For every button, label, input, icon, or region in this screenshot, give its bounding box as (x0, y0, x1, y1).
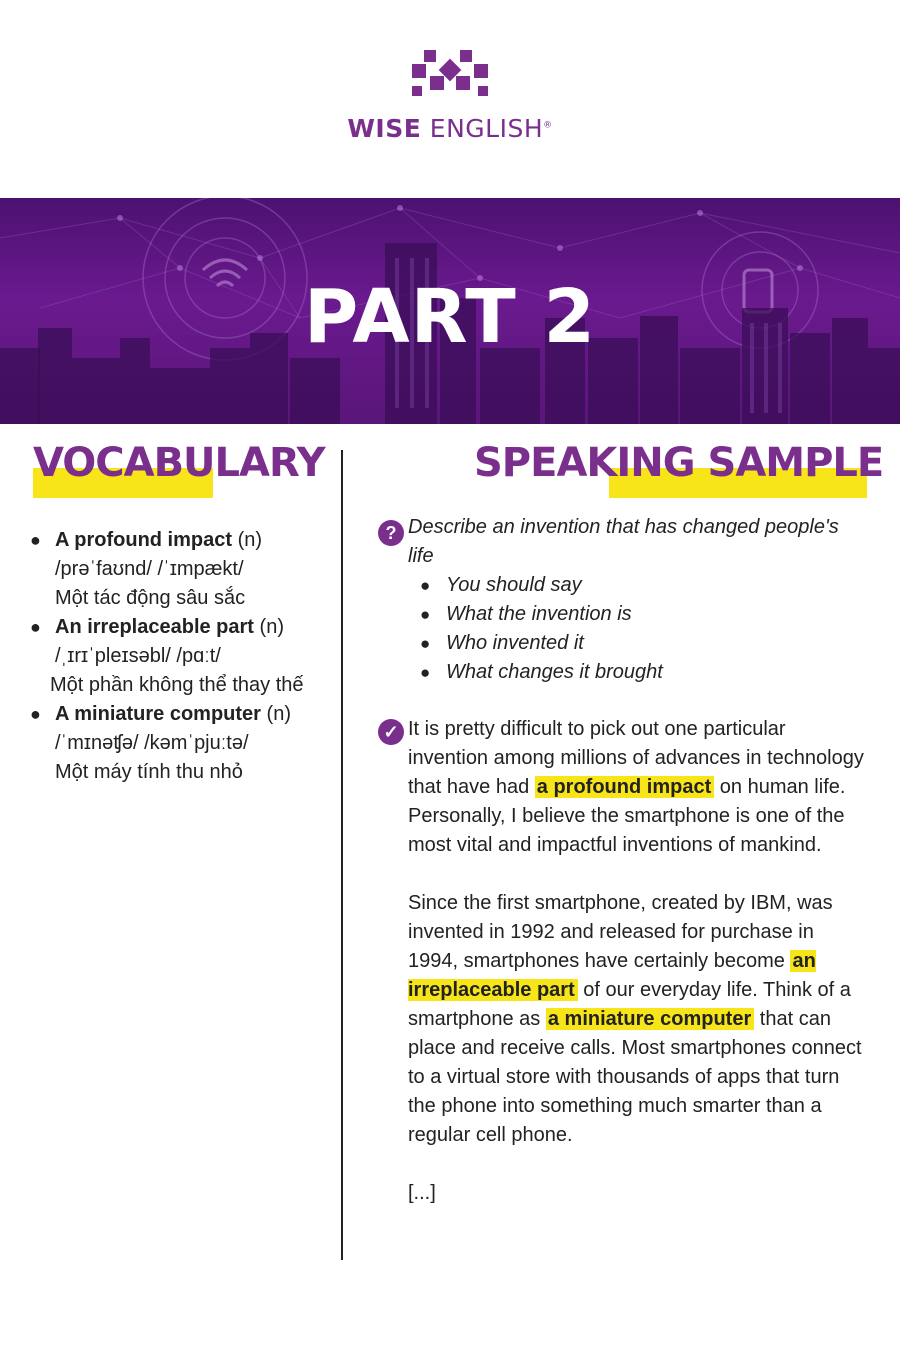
vocabulary-meaning: Một phần không thể thay thế (50, 674, 304, 696)
prompt-text: You should say (446, 574, 582, 596)
question-circle-icon: ? (378, 520, 404, 546)
part-of-speech: (n) (266, 703, 291, 725)
vocabulary-list (30, 526, 340, 787)
prompt-item (420, 658, 868, 687)
vocabulary-heading-text: VOCABULARY (33, 440, 325, 486)
prompt-item (420, 629, 868, 658)
wise-english-logo-icon (408, 50, 492, 100)
column-divider (341, 450, 343, 1260)
answer-ellipsis: [...] (408, 1182, 436, 1204)
bullet-icon: ● (30, 617, 41, 637)
vocabulary-term: An irreplaceable part (55, 616, 254, 638)
vocabulary-item (30, 700, 340, 787)
question-text: Describe an invention that has changed people's life (408, 516, 839, 567)
bullet-icon: ● (30, 530, 41, 550)
answer-text: of our everyday life. Think of a smartphone as (408, 979, 851, 1030)
vocabulary-ipa: /ˌɪrɪˈpleɪsəbl/ /pɑːt/ (55, 645, 221, 667)
answer-text: that can place and receive calls. Most smartphones connect to a virtual store with thousands of apps that turn the phone into something much smarter than a regular cell phone. (408, 1008, 862, 1146)
vocabulary-item (30, 526, 340, 613)
vocabulary-meaning: Một tác động sâu sắc (55, 587, 246, 609)
brand-logo (0, 50, 900, 143)
brand-name (0, 114, 900, 143)
part-title: PART 2 (303, 274, 597, 360)
part-of-speech: (n) (237, 529, 263, 551)
sample-answer (408, 715, 868, 1237)
prompt-item (420, 571, 868, 600)
vocabulary-term-line (55, 700, 340, 729)
bullet-icon: ● (420, 605, 431, 624)
brand-name-bold: WISE (347, 114, 422, 143)
vocabulary-term-line (55, 526, 340, 555)
speaking-sample-heading-text: SPEAKING SAMPLE (474, 440, 884, 486)
prompt-text: What the invention is (446, 603, 632, 625)
highlighted-vocabulary: an irreplaceable part (408, 950, 816, 1001)
part-banner (0, 198, 900, 424)
vocabulary-item (30, 613, 340, 700)
brand-name-regular: ENGLISH (429, 114, 544, 143)
cue-card-prompts (420, 571, 868, 687)
answer-text: on human life. Personally, I believe the smartphone is one of the most vital and impactful inventions of mankind. (408, 776, 846, 856)
part-of-speech: (n) (259, 616, 284, 638)
highlighted-vocabulary: a miniature computer (546, 1008, 754, 1030)
registered-mark: ® (543, 120, 553, 131)
vocabulary-ipa: /prəˈfaʊnd/ /ˈɪmpækt/ (55, 558, 244, 580)
vocabulary-meaning: Một máy tính thu nhỏ (55, 761, 243, 783)
bullet-icon: ● (420, 634, 431, 653)
vocabulary-heading (33, 440, 325, 486)
answer-paragraph (408, 889, 868, 1150)
bullet-icon: ● (420, 576, 431, 595)
prompt-text: What changes it brought (446, 661, 663, 683)
answer-text: It is pretty difficult to pick out one particular invention among millions of advances in technology that have had (408, 718, 864, 798)
bullet-icon: ● (420, 663, 431, 682)
answer-paragraph (408, 715, 868, 860)
prompt-item (420, 600, 868, 629)
cue-card-question (408, 513, 868, 687)
vocabulary-term: A profound impact (55, 529, 233, 551)
prompt-text: Who invented it (446, 632, 584, 654)
check-circle-icon: ✓ (378, 719, 404, 745)
speaking-sample-heading (474, 440, 883, 486)
vocabulary-term-line (55, 613, 340, 642)
vocabulary-ipa: /ˈmɪnəʧə/ /kəmˈpjuːtə/ (55, 732, 249, 754)
bullet-icon: ● (30, 704, 41, 724)
answer-text: Since the first smartphone, created by IBM, was invented in 1992 and released for purchase in 1994, smartphones have certainly become (408, 892, 833, 972)
highlighted-vocabulary: a profound impact (535, 776, 714, 798)
vocabulary-term: A miniature computer (55, 703, 261, 725)
